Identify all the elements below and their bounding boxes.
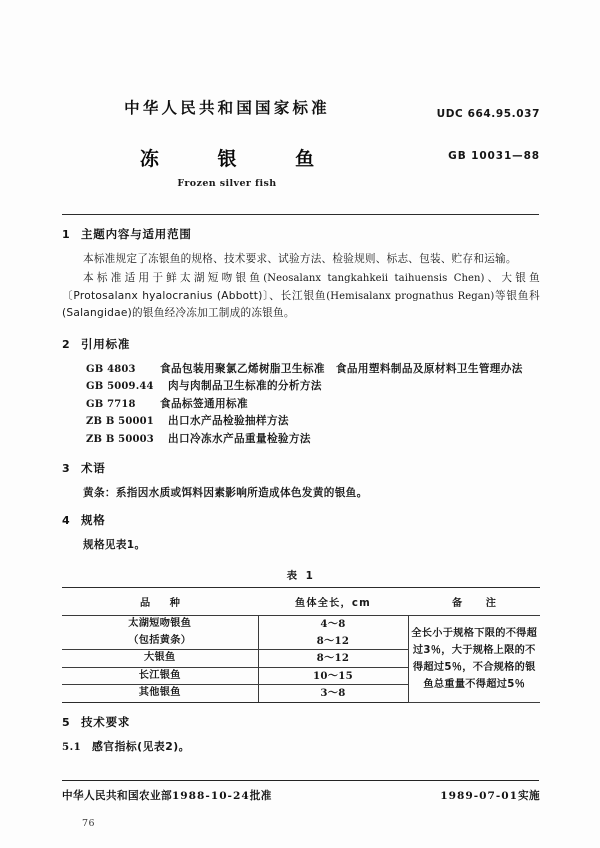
section-5-heading [62,714,540,730]
section-5-number: 5 [62,715,70,729]
cell-length-line2: 8～12 [316,634,350,647]
specification-table [62,587,540,703]
section-3-heading [62,460,540,476]
column-header-length: 鱼体全长，cm [258,588,408,616]
section-1-label: 主题内容与适用范围 [81,227,192,241]
subsection-5-1-text: 感官指标(见表2)。 [92,739,190,753]
cell-length: 3～8 [258,685,408,703]
cell-kind: 大银鱼 [62,650,258,668]
s1-p2-part-c: 等银鱼科(Salangidae)的银鱼经冷冻加工制成的冻银鱼。 [62,289,540,320]
ref-code: ZB B 50003 [86,434,154,445]
section-1-heading [62,226,540,242]
implementation-date: 1989-07-01 [440,790,518,802]
cell-length-line1: 4～8 [320,618,346,631]
ref-title: 出口水产品检验抽样方法 [168,415,289,428]
spacer-3 [62,501,540,512]
ref-title: 肉与肉制品卫生标准的分析方法 [168,380,322,393]
spacer-1 [62,325,540,336]
footer-divider [62,780,539,781]
ref-title: 食品标签通用标准 [160,397,248,410]
cell-length: 8～12 [258,650,408,668]
section-4-number: 4 [62,514,70,527]
subsection-5-1-number: 5.1 [62,740,82,753]
section-2-heading [62,336,540,352]
cell-kind-line1: 太湖短吻银鱼 [128,618,192,630]
header-divider [62,214,539,215]
table-header-row [62,588,540,616]
cell-kind-line2: （包括黄条） [128,634,192,646]
s1-latin-name-2: (Hemisalanx prognathus Regan) [326,290,495,302]
ref-code: GB 5009.44 [86,381,154,393]
subsection-5-1 [62,739,540,754]
section-2-number: 2 [62,337,70,351]
term-definition: 黄条：系指因水质或饵料因素影响所造成体色发黄的银鱼。 [83,486,368,499]
approval-date: 1988-10-24 [171,790,250,802]
s1-p2-part-a: 本标准适用于鲜太湖短吻银鱼 [83,272,264,285]
ref-code: ZB B 50001 [86,416,154,428]
ref-title: 食品包装用聚氯乙烯树脂卫生标准 食品用塑料制品及原材料卫生管理办法 [160,362,523,375]
table-1-wrapper [62,567,540,703]
section-1-number: 1 [62,228,70,241]
ref-title: 出口冷冻水产品重量检验方法 [168,433,311,445]
spacer-2 [62,449,540,460]
spec-intro-text: 规格见表1。 [83,539,146,551]
section-4-label: 规格 [81,513,106,527]
document-title-cn: 冻 银 鱼 [139,148,341,170]
section-4-heading [62,512,540,528]
approval-suffix: 批准 [249,790,272,802]
page-number: 76 [82,818,96,829]
section-1-paragraph-1: 本标准规定了冻银鱼的规格、技术要求、试验方法、检验规则、标志、包装、贮存和运输。 [83,253,517,265]
implementation-suffix: 实施 [518,790,540,802]
cell-length [258,616,408,650]
cell-length: 10～15 [258,667,408,685]
implementation-statement [440,788,540,803]
approver-name: 中华人民共和国农业部 [62,790,172,802]
udc-code: UDC 664.95.037 [436,108,540,120]
list-item [86,431,540,449]
column-header-note: 备 注 [408,588,540,616]
cell-kind [62,616,258,650]
section-3-number: 3 [62,461,70,475]
cell-kind: 其他银鱼 [62,685,258,703]
approval-statement [62,788,272,803]
s1-latin-name-1: (Neosalanx tangkahkeii taihuensis Chen) [263,273,485,285]
cell-note: 全长小于规格下限的不得超过3％，大于规格上限的不得超过5％，不合规格的银鱼总重量不得超过5％ [408,616,540,703]
cell-kind: 长江银鱼 [62,667,258,685]
document-title-en: Frozen silver fish [177,178,277,189]
list-item [86,413,540,431]
s1-p2-part-b: 、大银鱼〔Protosalanx hyalocranius (Abbott)〕、长江银鱼 [62,272,541,302]
spacer-4 [62,703,540,714]
list-item [86,361,540,379]
section-1-paragraph-2 [62,270,540,321]
masthead [62,96,540,201]
column-header-kind: 品 种 [62,588,258,616]
referenced-standards-list [62,361,540,449]
ref-code: GB 7718 [86,398,136,410]
table-1-caption: 表 1 [286,570,316,583]
standard-number: GB 10031—88 [448,150,540,162]
section-5-label: 技术要求 [81,714,131,729]
list-item [86,396,540,414]
document-body [62,226,540,754]
section-3-label: 术语 [81,460,106,475]
table-row [62,616,540,650]
list-item [86,378,540,396]
ref-code: GB 4803 [86,363,136,375]
section-2-label: 引用标准 [81,336,131,351]
page-footer [62,788,540,803]
national-standard-title: 中华人民共和国国家标准 [124,99,330,117]
